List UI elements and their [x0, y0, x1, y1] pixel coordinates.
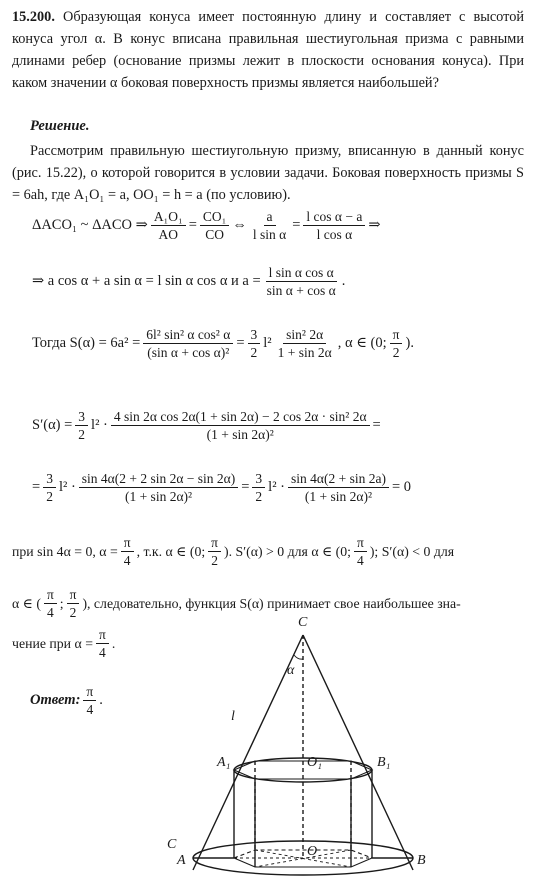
text-conclusion: α ∈ ( $\frac{\pi}{4}$ ; $\frac{\pi}{2}$ ), следовательно, функция S(α) принимает свое наибольшее зна- [12, 587, 461, 620]
answer-label: Ответ: [30, 692, 81, 708]
solution-label: Решение. [30, 118, 90, 134]
svg-text:B: B [417, 853, 426, 868]
text-critical-point: при sin 4α = 0, α = $\frac{\pi}{4}$ , т.к. α ∈ (0; $\frac{\pi}{2}$ ). S′(α) > 0 для α ∈ (0; $\frac{\pi}{4}$ ); S′(α) < 0 для [12, 535, 455, 568]
formula-similarity: ΔACO₁ ~ ΔACO ⇒ $\frac{\text{A₁O₁}}{AO}$ = $\frac{\text{CO₁}}{CO}$ ⇔ $\frac{a}{\text{l sin α}}$ = $\frac{\text{l cos α − a}}{\text{l cos α}}$ ⇒ [32, 209, 381, 242]
formula-derivative: S′(α) = $\frac{3}{2}$ l² · $\frac{\text{4 sin 2α cos 2α(1 + sin 2α) − 2 cos 2α · sin² 2α}}{\text{(1 + sin 2α)²}}$ = [32, 409, 381, 442]
text-max-value: чение при α = $\frac{\pi}{4}$ . [12, 627, 116, 660]
svg-text:A: A [177, 853, 186, 868]
svg-text:O₁: O₁ [307, 755, 322, 770]
svg-text:B₁: B₁ [377, 755, 391, 770]
formula-derivative-simplified: = $\frac{3}{2}$ l² · $\frac{\sin 4\alpha(2 + 2 \sin 2\alpha - \sin 2\alpha)}{\text{(1 + sin 2α)²}}$ = $\frac{3}{2}$ l² · $\frac{\sin 4\alpha(2 + \sin 2a)}{\text{(1 + sin 2α)²}}$ = 0 [32, 471, 412, 504]
formula-S-of-alpha: Тогда S(α) = 6a² = $\frac{\text{6l² sin² α cos² α}}{\text{(sin α + cos α)²}}$ = $\frac{3}{2}$ l² $\frac{\text{sin² 2α}}{1 + \sin 2\alpha}$ , α ∈ (0; $\frac{\pi}{2}$ ). [32, 327, 414, 360]
cone-generatrix-right [303, 635, 413, 870]
svg-text:O: O [307, 844, 318, 859]
svg-text:A₁: A₁ [217, 755, 231, 770]
svg-text:C: C [298, 615, 308, 630]
answer: Ответ: $\frac{\pi}{4}$ . [30, 684, 103, 717]
problem-text: Образующая конуса имеет постоянную длину и составляет с высотой конуса угол α. В конус вписана правильная шестиугольная призма с равными длинами ребер (основание призмы лежит в плоскости основания конуса). При каком значении α боковая поверхность призмы является наибольшей? [12, 9, 524, 91]
svg-text:α: α [287, 663, 295, 678]
problem-number: 15.200. [12, 9, 55, 25]
problem-statement [12, 6, 524, 94]
svg-text:C: C [167, 837, 177, 852]
cone-prism-figure [155, 610, 525, 885]
solution-intro: Рассмотрим правильную шестиугольную призму, вписанную в данный конус (рис. 15.22), о которой говорится в условии задачи. Боковая поверхность призмы S = 6ah, где A₁O₁ = a, OO₁ = h = a (по условию). [12, 143, 524, 203]
formula-a-expression: ⇒ a cos α + a sin α = l sin α cos α и a = $\frac{\text{l sin α cos α}}{\text{sin α + cos α}}$ . [32, 265, 346, 298]
svg-text:l: l [231, 709, 235, 724]
